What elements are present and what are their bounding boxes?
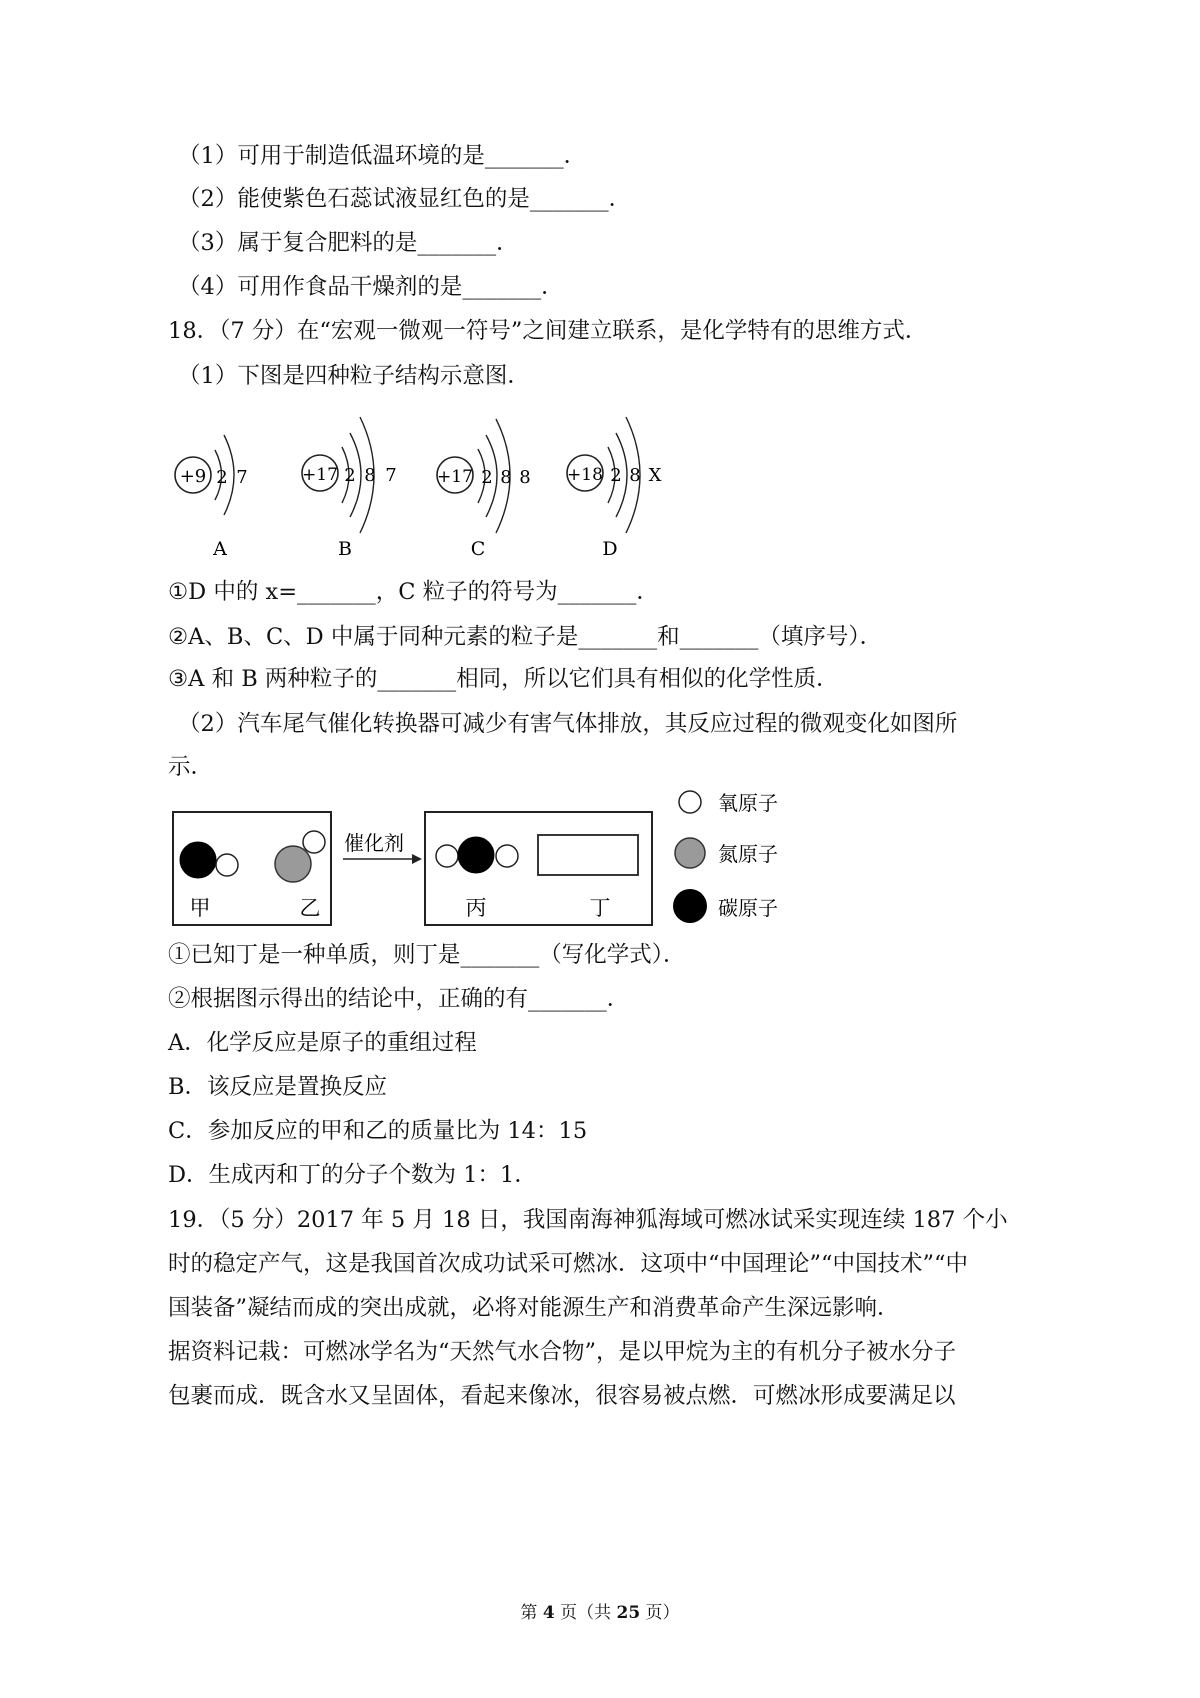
q18-part1-intro: （1）下图是四种粒子结构示意图． [178,363,530,389]
atom-b-label: B [338,538,352,560]
product-label-bing: 丙 [465,896,487,920]
atom-a [175,435,248,560]
atom-d-shell-3: X [648,465,662,486]
carbon-atom [458,837,494,873]
arrow-head [412,854,422,864]
q18-title: 18．（7 分）在“宏观一微观一符号”之间建立联系，是化学特有的思维方式． [168,318,928,344]
option-b: B．该反应是置换反应 [168,1074,388,1100]
q19-text-5: 包裹而成．既含水又呈固体，看起来像冰，很容易被点燃．可燃冰形成要满足以 [168,1383,956,1409]
atom-d-label: D [602,538,618,560]
oxygen-atom [436,845,458,867]
atom-c-label: C [470,538,486,560]
q19-text-4: 据资料记栽：可燃冰学名为“天然气水合物”，是以甲烷为主的有机分子被水分子 [168,1339,957,1365]
reaction-diagram [160,782,860,942]
footer-total-pages: 25 [616,1603,641,1623]
q18-sub-2: ②A、B、C、D 中属于同种元素的粒子是_______和_______（填序号）． [168,624,883,650]
q17-item-4: （4）可用作食品干燥剂的是_______． [178,274,564,300]
atom-a-label: A [213,538,227,560]
legend-carbon-label: 碳原子 [718,896,778,920]
atom-b-shell-2: 8 [364,465,376,486]
atom-b-nucleus: +17 [302,465,338,485]
atom-c [437,419,531,560]
nitrogen-atom [275,846,311,882]
option-d: D．生成丙和丁的分子个数为 1：1． [168,1162,537,1188]
atom-c-shell-1: 2 [481,467,493,488]
q18-part2-intro-cont: 示． [168,754,214,780]
q18-sub-1: ①D 中的 x=_______，C 粒子的符号为_______． [168,579,659,605]
footer-suffix: 页） [640,1603,680,1623]
footer-page-number: 4 [542,1603,555,1623]
legend-nitrogen-icon [675,838,705,868]
atom-structure-diagram [160,405,760,575]
atom-b-shell-3: 7 [385,465,397,486]
option-c: C．参加反应的甲和乙的质量比为 14：15 [168,1118,588,1144]
atom-d-nucleus: +18 [567,465,603,485]
q18-part2-sub-2: ②根据图示得出的结论中，正确的有_______． [168,986,630,1012]
atom-a-shell-1: 2 [216,467,228,488]
q18-part2-intro: （2）汽车尾气催化转换器可减少有害气体排放，其反应过程的微观变化如图所 [178,711,958,737]
atom-b [302,417,397,560]
oxygen-atom [216,854,238,876]
legend-carbon-icon [673,889,707,923]
option-a: A．化学反应是原子的重组过程 [168,1030,477,1056]
legend [673,791,778,923]
q17-item-3: （3）属于复合肥料的是_______． [178,230,519,256]
product-ding-placeholder [538,835,638,875]
q19-title: 19．（5 分）2017 年 5 月 18 日，我国南海神狐海域可燃冰试采实现连续 187 个小 [168,1207,1008,1233]
legend-oxygen-icon [679,791,701,813]
catalyst-label: 催化剂 [344,831,404,855]
footer-middle: 页（共 [554,1603,617,1623]
atom-d [567,417,662,560]
footer-prefix: 第 [520,1603,543,1623]
atom-a-shell-2: 7 [236,467,248,488]
oxygen-atom [496,845,518,867]
q18-sub-3: ③A 和 B 两种粒子的_______相同，所以它们具有相似的化学性质． [168,666,839,692]
product-label-ding: 丁 [589,896,611,920]
atom-a-nucleus: +9 [179,466,207,487]
q19-text-3: 国装备”凝结而成的突出成就，必将对能源生产和消费革命产生深远影响． [168,1295,900,1321]
atom-c-shell-2: 8 [500,467,512,488]
legend-oxygen-label: 氧原子 [718,791,778,815]
atom-c-nucleus: +17 [437,467,473,487]
legend-nitrogen-label: 氮原子 [718,842,778,866]
oxygen-atom [303,831,325,853]
q18-part2-sub-1: ①已知丁是一种单质，则丁是_______（写化学式）． [168,942,686,968]
atom-b-shell-1: 2 [344,465,356,486]
reactant-label-yi: 乙 [299,896,321,920]
atom-d-shell-2: 8 [629,465,641,486]
atom-c-shell-3: 8 [519,467,531,488]
atom-d-shell-1: 2 [610,465,622,486]
carbon-atom [180,842,216,878]
q19-text-2: 时的稳定产气，这是我国首次成功试采可燃冰．这项中“中国理论”“中国技术”“中 [168,1251,969,1277]
page-footer [0,1598,1200,1623]
reactant-label-jia: 甲 [189,896,211,920]
q17-item-1: （1）可用于制造低温环境的是_______． [178,143,587,169]
q17-item-2: （2）能使紫色石蕊试液显红色的是_______． [178,186,632,212]
